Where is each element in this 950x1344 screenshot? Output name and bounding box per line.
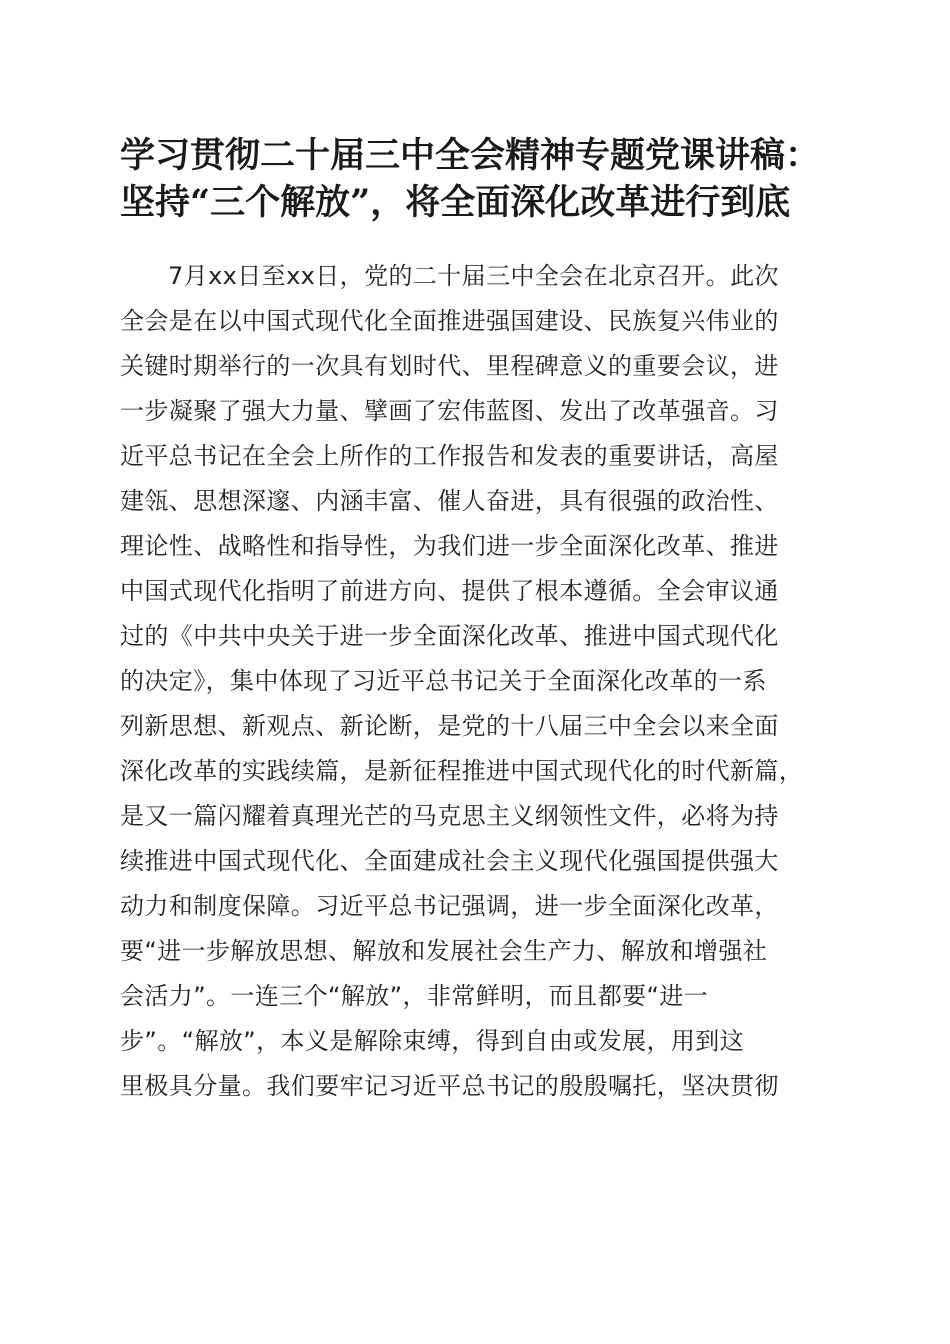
paragraph-line: 7月xx日至xx日，党的二十届三中全会在北京召开。此次 [168, 262, 779, 290]
paragraph-line: 续推进中国式现代化、全面建成社会主义现代化强国提供强大 [120, 847, 779, 875]
paragraph-line: 建瓴、思想深邃、内涵丰富、催人奋进，具有很强的政治性、 [120, 487, 779, 515]
paragraph-line: 的决定》，集中体现了习近平总书记关于全面深化改革的一系 [120, 667, 767, 695]
paragraph-line: 是又一篇闪耀着真理光芒的马克思主义纲领性文件，必将为持 [120, 802, 779, 830]
paragraph-line: 会活力”。一连三个“解放”，非常鲜明，而且都要“进一 [120, 982, 709, 1010]
paragraph-line: 步”。“解放”，本义是解除束缚，得到自由或发展，用到这 [120, 1027, 745, 1055]
paragraph-line: 动力和制度保障。习近平总书记强调，进一步全面深化改革， [120, 892, 779, 920]
paragraph-line: 深化改革的实践续篇，是新征程推进中国式现代化的时代新篇， [120, 757, 804, 785]
paragraph-line: 关键时期举行的一次具有划时代、里程碑意义的重要会议，进 [120, 352, 779, 380]
document-title [120, 132, 840, 226]
title-line: 学习贯彻二十届三中全会精神专题党课讲稿： [120, 135, 821, 176]
paragraph-line: 一步凝聚了强大力量、擘画了宏伟蓝图、发出了改革强音。习 [120, 397, 779, 425]
paragraph-line: 中国式现代化指明了前进方向、提供了根本遵循。全会审议通 [120, 577, 779, 605]
title-line: 坚持“三个解放”，将全面深化改革进行到底 [120, 182, 791, 223]
paragraph-line: 过的《中共中央关于进一步全面深化改革、推进中国式现代化 [120, 622, 779, 650]
body-paragraph [120, 254, 840, 1109]
paragraph-line: 要“进一步解放思想、解放和发展社会生产力、解放和增强社 [120, 937, 768, 965]
paragraph-line: 全会是在以中国式现代化全面推进强国建设、民族复兴伟业的 [120, 307, 779, 335]
paragraph-line: 理论性、战略性和指导性，为我们进一步全面深化改革、推进 [120, 532, 779, 560]
paragraph-line: 列新思想、新观点、新论断，是党的十八届三中全会以来全面 [120, 712, 779, 740]
paragraph-line: 近平总书记在全会上所作的工作报告和发表的重要讲话，高屋 [120, 442, 779, 470]
paragraph-line: 里极具分量。我们要牢记习近平总书记的殷殷嘱托，坚决贯彻 [120, 1072, 779, 1100]
